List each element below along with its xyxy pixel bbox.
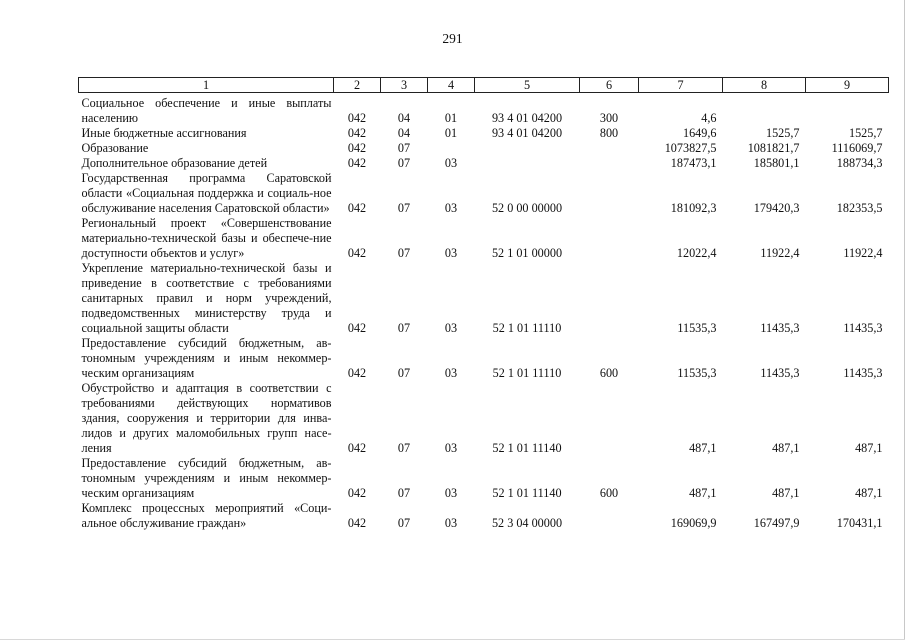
target-article-code: 52 1 01 11140 (492, 441, 562, 455)
header-col-4: 4 (428, 78, 475, 93)
amount-year-1: 1649,6 (682, 126, 717, 140)
ministry-code: 042 (347, 246, 367, 260)
table-row (79, 381, 889, 456)
amount-year-1: 187473,1 (670, 156, 717, 170)
amount-year-1: 1073827,5 (664, 141, 717, 155)
expense-type-code: 800 (599, 126, 619, 140)
expense-type-code: 300 (599, 111, 619, 125)
row-name: Укрепление материально-технической базы и приведение в соответствие с требованиями санитарных правил и норм учреждений, подведомственных министерству труда и социальной защиты области (81, 261, 332, 335)
section-code: 07 (397, 441, 411, 455)
target-article-code: 93 4 01 04200 (491, 111, 563, 125)
header-col-5: 5 (475, 78, 580, 93)
header-col-2: 2 (334, 78, 381, 93)
table-row (79, 126, 889, 141)
row-name: Комплекс процессных мероприятий «Соци-альное обслуживание граждан» (81, 501, 332, 530)
header-row (79, 78, 889, 93)
amount-year-3: 487,1 (855, 486, 883, 500)
amount-year-2: 11435,3 (760, 366, 800, 380)
amount-year-1: 181092,3 (670, 201, 717, 215)
table-row (79, 456, 889, 501)
ministry-code: 042 (347, 366, 367, 380)
amount-year-3: 11435,3 (843, 366, 883, 380)
expense-type-code (580, 141, 639, 156)
subsection-code: 03 (444, 201, 458, 215)
row-name: Государственная программа Саратовской области «Социальная поддержка и социаль-ное обслуживание населения Саратовской области» (81, 171, 332, 215)
ministry-code: 042 (347, 486, 367, 500)
subsection-code: 01 (444, 111, 458, 125)
section-code: 07 (397, 366, 411, 380)
amount-year-1: 4,6 (701, 111, 717, 125)
target-article-code (475, 156, 580, 171)
amount-year-3: 487,1 (855, 441, 883, 455)
table-row (79, 336, 889, 381)
ministry-code: 042 (347, 126, 367, 140)
row-name: Предоставление субсидий бюджетным, ав-тономным учреждениям и иным некоммер-ческим организациям (81, 336, 332, 380)
section-code: 04 (397, 111, 411, 125)
expense-type-code (580, 501, 639, 531)
table-row (79, 171, 889, 216)
target-article-code: 52 0 00 00000 (491, 201, 563, 215)
header-col-6: 6 (580, 78, 639, 93)
row-name: Обустройство и адаптация в соответствии с требованиями действующих нормативов здания, сооружения и территории для инва-лидов и других маломобильных групп насе-ления (81, 381, 332, 455)
amount-year-2: 1525,7 (765, 126, 800, 140)
expense-type-code (580, 156, 639, 171)
amount-year-2: 1081821,7 (747, 141, 800, 155)
amount-year-3: 182353,5 (836, 201, 883, 215)
amount-year-3: 188734,3 (836, 156, 883, 170)
amount-year-2: 487,1 (772, 441, 800, 455)
table-row (79, 93, 889, 127)
target-article-code: 52 1 01 00000 (491, 246, 563, 260)
section-code: 07 (397, 141, 411, 155)
target-article-code: 52 1 01 11110 (492, 366, 562, 380)
amount-year-3: 11435,3 (843, 321, 883, 335)
expense-type-code: 600 (599, 486, 619, 500)
amount-year-3: 1116069,7 (831, 141, 883, 155)
amount-year-1: 487,1 (689, 486, 717, 500)
subsection-code: 03 (444, 516, 458, 530)
header-col-7: 7 (639, 78, 723, 93)
ministry-code: 042 (347, 321, 367, 335)
row-name: Региональный проект «Совершенствование материально-технической базы и обеспече-ние доступности объектов и услуг» (81, 216, 332, 260)
section-code: 07 (397, 201, 411, 215)
amount-year-2: 185801,1 (753, 156, 800, 170)
amount-year-2: 11435,3 (760, 321, 800, 335)
target-article-code: 52 1 01 11140 (492, 486, 562, 500)
ministry-code: 042 (347, 201, 367, 215)
amount-year-2 (723, 93, 806, 127)
page-number: 291 (442, 31, 463, 46)
row-name: Дополнительное образование детей (81, 156, 268, 170)
ministry-code: 042 (347, 141, 367, 155)
target-article-code (475, 141, 580, 156)
budget-table (78, 77, 889, 531)
row-name: Образование (81, 141, 149, 155)
amount-year-2: 487,1 (772, 486, 800, 500)
section-code: 07 (397, 486, 411, 500)
ministry-code: 042 (347, 516, 367, 530)
target-article-code: 93 4 01 04200 (491, 126, 563, 140)
table-row (79, 141, 889, 156)
table-row (79, 261, 889, 336)
amount-year-3: 11922,4 (843, 246, 883, 260)
subsection-code: 01 (444, 126, 458, 140)
amount-year-2: 11922,4 (760, 246, 800, 260)
subsection-code: 03 (444, 486, 458, 500)
ministry-code: 042 (347, 156, 367, 170)
section-code: 07 (397, 246, 411, 260)
amount-year-1: 169069,9 (670, 516, 717, 530)
target-article-code: 52 1 01 11110 (492, 321, 562, 335)
subsection-code: 03 (444, 321, 458, 335)
row-name: Предоставление субсидий бюджетным, ав-тономным учреждениям и иным некоммер-ческим организациям (81, 456, 332, 500)
header-col-3: 3 (381, 78, 428, 93)
header-col-9: 9 (806, 78, 889, 93)
subsection-code: 03 (444, 441, 458, 455)
table-row (79, 501, 889, 531)
amount-year-1: 11535,3 (677, 366, 717, 380)
amount-year-3: 1525,7 (848, 126, 883, 140)
row-name: Иные бюджетные ассигнования (81, 126, 247, 140)
expense-type-code: 600 (599, 366, 619, 380)
target-article-code: 52 3 04 00000 (491, 516, 563, 530)
section-code: 07 (397, 156, 411, 170)
expense-type-code (580, 216, 639, 261)
ministry-code: 042 (347, 111, 367, 125)
subsection-code: 03 (444, 246, 458, 260)
section-code: 07 (397, 516, 411, 530)
row-name: Социальное обеспечение и иные выплаты населению (81, 96, 332, 125)
amount-year-2: 179420,3 (753, 201, 800, 215)
amount-year-3: 170431,1 (836, 516, 883, 530)
table-row (79, 216, 889, 261)
table-row (79, 156, 889, 171)
expense-type-code (580, 381, 639, 456)
header-col-1: 1 (79, 78, 334, 93)
amount-year-3 (806, 93, 889, 127)
expense-type-code (580, 171, 639, 216)
expense-type-code (580, 261, 639, 336)
amount-year-1: 487,1 (689, 441, 717, 455)
table-body (79, 93, 889, 532)
amount-year-2: 167497,9 (753, 516, 800, 530)
subsection-code: 03 (444, 156, 458, 170)
section-code: 07 (397, 321, 411, 335)
ministry-code: 042 (347, 441, 367, 455)
subsection-code (428, 141, 475, 156)
header-col-8: 8 (723, 78, 806, 93)
amount-year-1: 11535,3 (677, 321, 717, 335)
amount-year-1: 12022,4 (676, 246, 717, 260)
section-code: 04 (397, 126, 411, 140)
subsection-code: 03 (444, 366, 458, 380)
